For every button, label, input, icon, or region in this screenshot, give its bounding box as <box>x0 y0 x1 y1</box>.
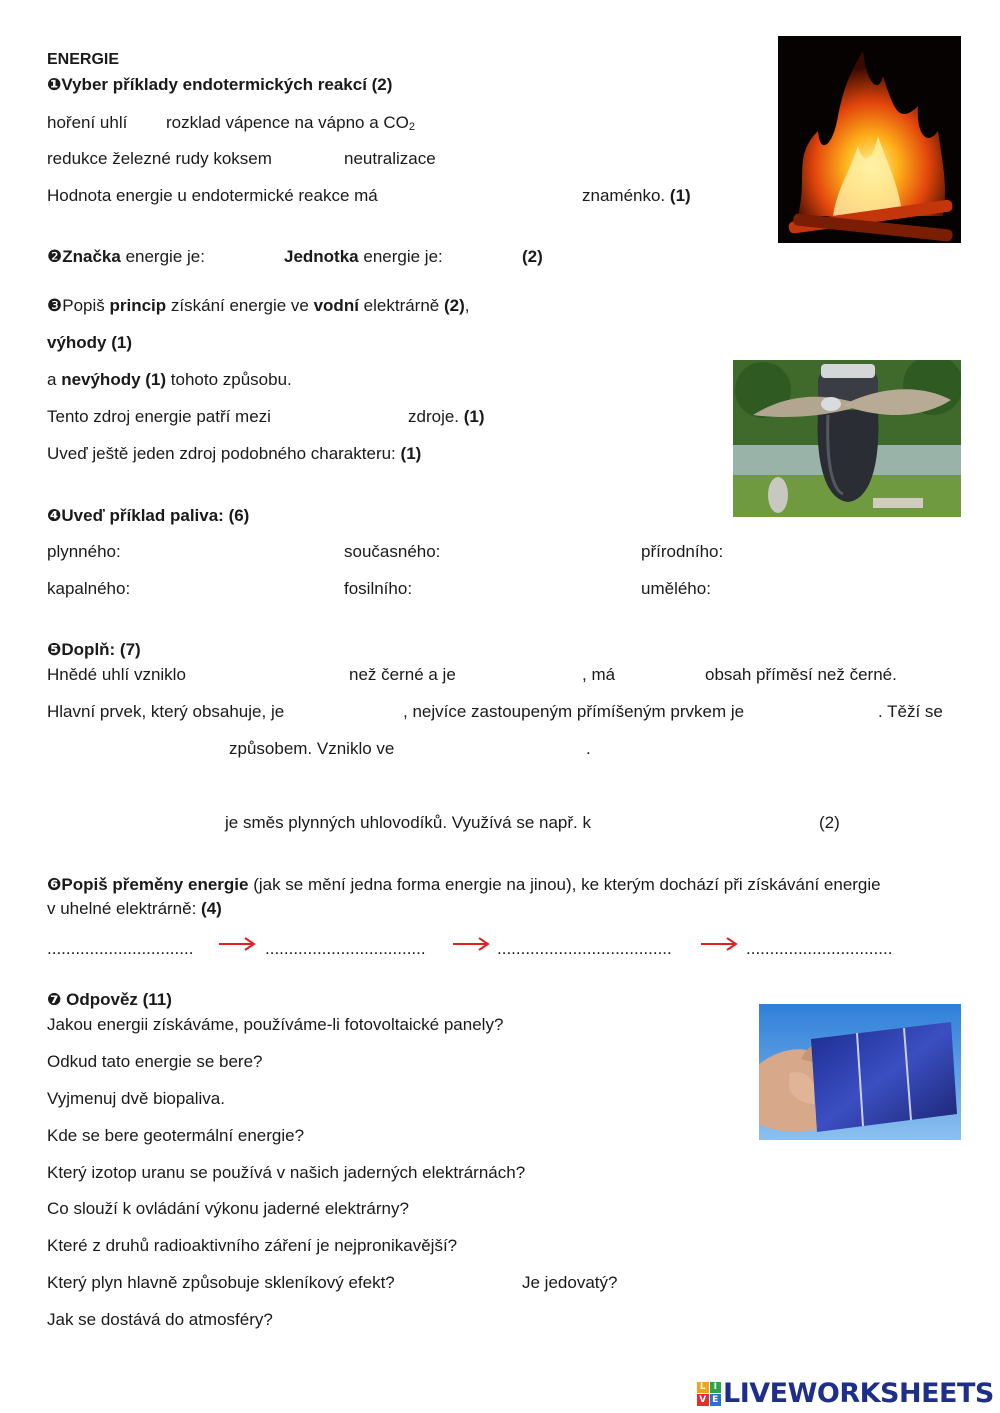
q6-blank-1[interactable]: ............................... <box>47 939 194 958</box>
arrow-right-icon <box>700 936 738 952</box>
q4-fossil: fosilního: <box>344 579 413 598</box>
q7-question-toxic: Je jedovatý? <box>522 1273 618 1292</box>
q5-line4-points: (2) <box>819 813 840 832</box>
q4-liquid: kapalného: <box>47 579 131 598</box>
page-title: ENERGIE <box>47 51 120 68</box>
q5-line2-b: , nejvíce zastoupeným přímíšeným prvkem je <box>403 702 745 721</box>
q5-line4-a: je směs plynných uhlovodíků. Využívá se např. k <box>225 813 591 832</box>
q5-line2-c: . Těží se <box>878 702 943 721</box>
arrow-right-icon <box>452 936 490 952</box>
arrow-right-icon <box>218 936 256 952</box>
q2-points: (2) <box>522 247 543 266</box>
q3-disadvantages: a nevýhody (1) tohoto způsobu. <box>47 370 292 389</box>
q7-question-7: Které z druhů radioaktivního záření je nejpronikavější? <box>47 1236 458 1255</box>
q1-option-3[interactable]: redukce železné rudy koksem <box>47 149 272 168</box>
q5-line1-b: než černé a je <box>349 665 456 684</box>
q7-question-9: Jak se dostává do atmosféry? <box>47 1310 273 1329</box>
q7-heading: ❼ Odpověz (11) <box>47 990 172 1009</box>
q2-symbol-question: ❷Značka energie je: <box>47 247 205 266</box>
q5-line1-d: obsah příměsí než černé. <box>705 665 897 684</box>
q6-blank-2[interactable]: .................................. <box>265 939 426 958</box>
q3-heading: ❸Popiš princip získání energie ve vodní elektrárně (2), <box>47 296 470 315</box>
q7-question-4: Kde se bere geotermální energie? <box>47 1126 305 1145</box>
q5-line1-c: , má <box>582 665 616 684</box>
q1-option-4[interactable]: neutralizace <box>344 149 436 168</box>
q4-current: současného: <box>344 542 441 561</box>
q5-heading: ❺Doplň: (7) <box>47 640 141 659</box>
q4-artificial: umělého: <box>641 579 711 598</box>
q7-question-3: Vyjmenuj dvě biopaliva. <box>47 1089 225 1108</box>
q5-line2-a: Hlavní prvek, který obsahuje, je <box>47 702 285 721</box>
q6-heading-line2: v uhelné elektrárně: (4) <box>47 899 222 918</box>
q6-blank-3[interactable]: ..................................... <box>497 939 672 958</box>
q1-option-1[interactable]: hoření uhlí <box>47 113 128 132</box>
liveworksheets-logo <box>697 1378 994 1409</box>
q1-option-2[interactable]: rozklad vápence na vápno a $CO_2$ <box>166 113 415 133</box>
fire-image <box>778 36 961 243</box>
q6-blank-4[interactable]: ............................... <box>746 939 893 958</box>
q7-question-8: Který plyn hlavně způsobuje skleníkový efekt? <box>47 1273 395 1292</box>
logo-badge-icon: L I V E <box>697 1382 721 1406</box>
q3-advantages: výhody (1) <box>47 333 133 352</box>
q7-question-2: Odkud tato energie se bere? <box>47 1052 263 1071</box>
q1-sign-suffix: znaménko. (1) <box>582 186 691 205</box>
water-turbine-image <box>733 360 961 517</box>
q7-question-1: Jakou energii získáváme, používáme-li fotovoltaické panely? <box>47 1015 504 1034</box>
q6-heading: ❻Popiš přeměny energie (jak se mění jedna forma energie na jinou), ke kterým dochází při získávání energie <box>47 875 881 894</box>
q5-line3-a: způsobem. Vzniklo ve <box>229 739 395 758</box>
q3-source-suffix: zdroje. (1) <box>408 407 485 426</box>
q3-source-question: Tento zdroj energie patří mezi <box>47 407 271 426</box>
q2-unit-question: Jednotka energie je: <box>284 247 443 266</box>
q7-question-6: Co slouží k ovládání výkonu jaderné elektrárny? <box>47 1199 409 1218</box>
q4-natural: přírodního: <box>641 542 724 561</box>
q4-heading: ❹Uveď příklad paliva: (6) <box>47 506 250 525</box>
solar-panel-image <box>759 1004 961 1140</box>
logo-text: LIVEWORKSHEETS <box>723 1378 994 1409</box>
q7-question-5: Který izotop uranu se používá v našich jaderných elektrárnách? <box>47 1163 526 1182</box>
q5-line1-a: Hnědé uhlí vzniklo <box>47 665 186 684</box>
q4-gas: plynného: <box>47 542 121 561</box>
q5-line3-b: . <box>586 739 591 758</box>
q1-sign-question: Hodnota energie u endotermické reakce má <box>47 186 378 205</box>
q1-heading: ❶Vyber příklady endotermických reakcí (2) <box>47 75 393 94</box>
q3-another-source: Uveď ještě jeden zdroj podobného charakteru: (1) <box>47 444 422 463</box>
